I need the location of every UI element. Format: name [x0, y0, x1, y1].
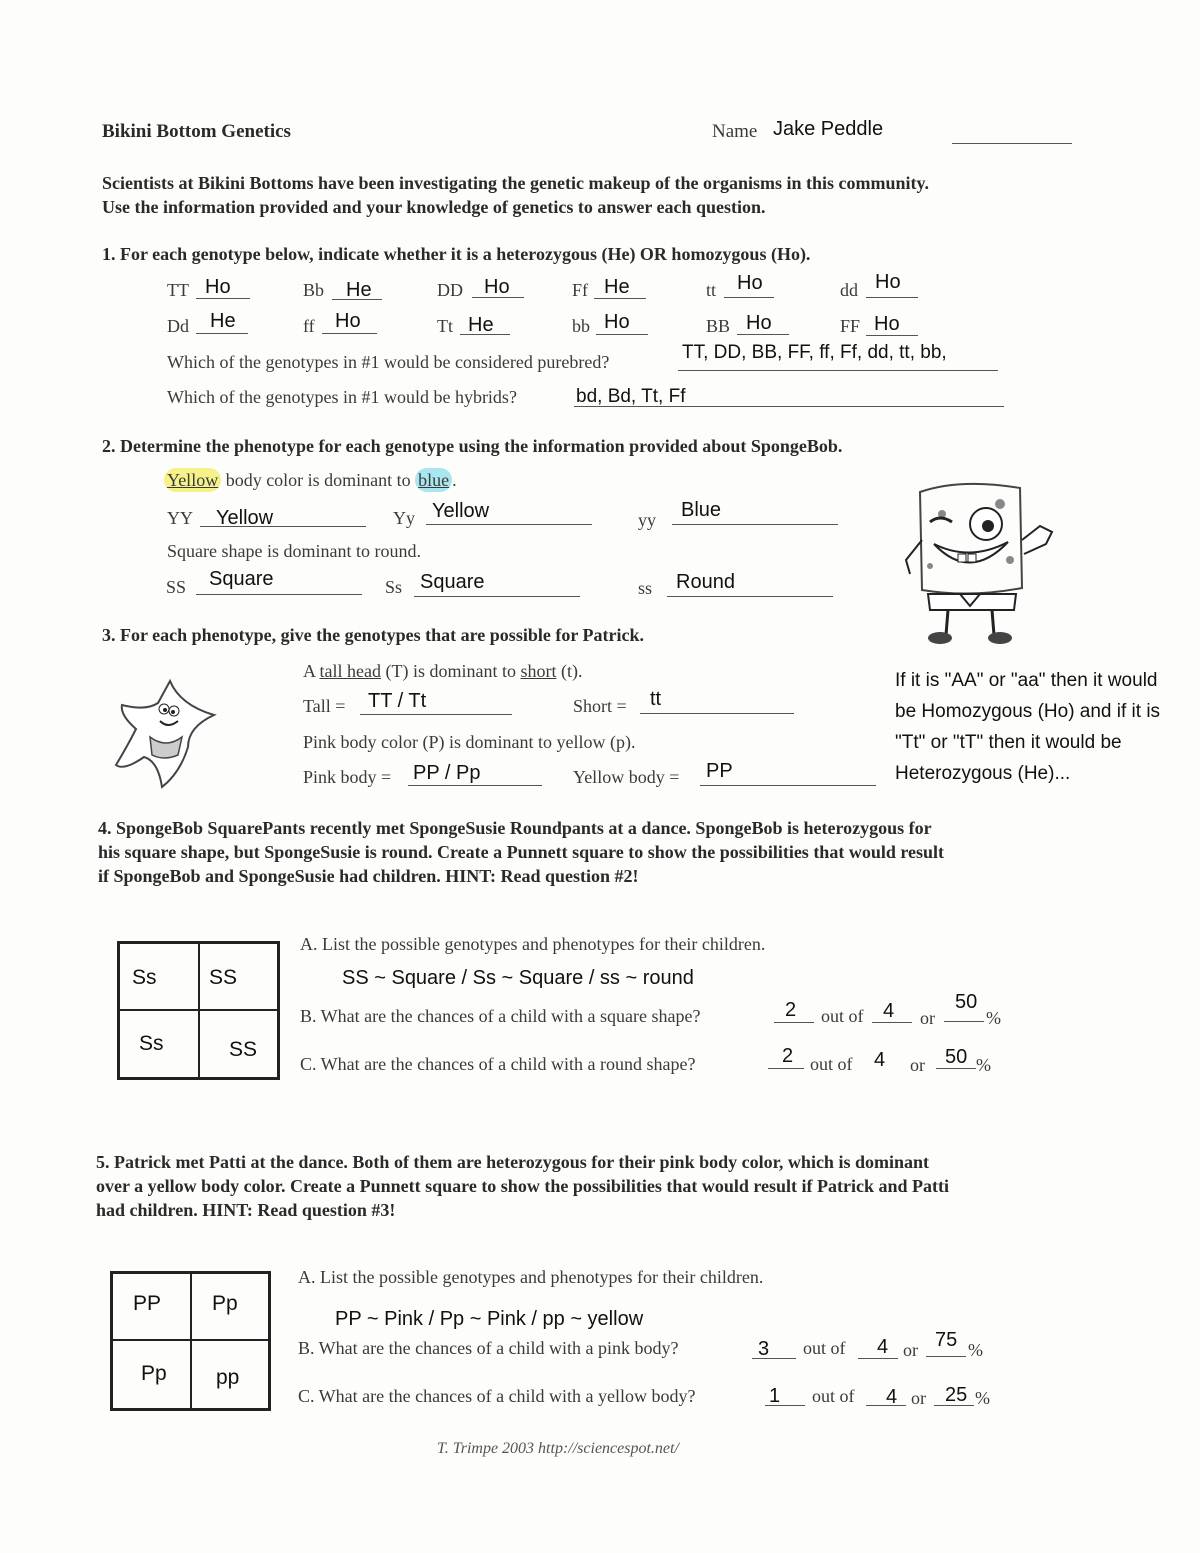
- q2-genotype: YY: [167, 508, 193, 528]
- blank: [866, 335, 918, 336]
- punnett-cell[interactable]: Ss: [139, 1032, 164, 1055]
- blank: [426, 524, 592, 525]
- q2-genotype: ss: [638, 578, 653, 598]
- q1-genotype: Dd: [167, 316, 189, 336]
- q5-part-a: A. List the possible genotypes and phenotypes for their children.: [298, 1267, 764, 1287]
- blank: [866, 1405, 906, 1406]
- name-underline: [952, 143, 1072, 144]
- grid-line: [198, 944, 200, 1077]
- out-of-label: out of: [803, 1338, 846, 1358]
- q1-genotype: ff: [303, 316, 315, 336]
- q1-genotype: FF: [840, 316, 861, 336]
- intro-line-1: Scientists at Bikini Bottoms have been investigating the genetic makeup of the organisms in this community.: [102, 173, 930, 193]
- q4-c-numerator[interactable]: 2: [782, 1045, 794, 1067]
- note-line: Heterozygous (He)...: [895, 763, 1071, 784]
- blank: [196, 594, 362, 595]
- q2-genotype: yy: [638, 510, 656, 530]
- blank: [765, 1405, 805, 1406]
- blank: [360, 714, 512, 715]
- blank: [322, 333, 377, 334]
- blank: [672, 524, 838, 525]
- q5-b-denominator[interactable]: 4: [877, 1336, 889, 1358]
- q5-heading-line: 5. Patrick met Patti at the dance. Both of them are heterozygous for their pink body color, which is dominant: [96, 1152, 929, 1172]
- q4-c-denominator[interactable]: 4: [874, 1049, 886, 1071]
- blank: [944, 1021, 984, 1022]
- q1-answer[interactable]: Ho: [874, 313, 900, 335]
- rule-text: A: [303, 661, 320, 681]
- tall-answer[interactable]: TT / Tt: [368, 690, 427, 712]
- q2-genotype: Yy: [393, 508, 415, 528]
- blank: [472, 297, 524, 298]
- blank: [460, 334, 510, 335]
- percent-sign: %: [968, 1340, 983, 1360]
- short-label: Short =: [573, 696, 627, 716]
- out-of-label: out of: [810, 1054, 853, 1074]
- blank: [768, 1068, 804, 1069]
- q2-answer[interactable]: Square: [420, 571, 485, 593]
- q1-answer[interactable]: Ho: [484, 276, 510, 298]
- rule-text: (T) is dominant to: [381, 661, 521, 681]
- blank: [752, 1358, 796, 1359]
- yellow-highlight: Yellow: [164, 468, 221, 492]
- punnett-cell[interactable]: SS: [229, 1038, 258, 1061]
- out-of-label: out of: [812, 1386, 855, 1406]
- q2-rule-shape: Square shape is dominant to round.: [167, 541, 421, 561]
- name-label: Name: [712, 121, 758, 142]
- q4-heading: [98, 816, 944, 888]
- q2-answer[interactable]: Blue: [681, 499, 722, 521]
- percent-sign: %: [986, 1008, 1001, 1028]
- blank: [408, 785, 542, 786]
- q1-genotype: bb: [572, 316, 590, 336]
- or-label: or: [910, 1055, 925, 1075]
- q1-answer[interactable]: Ho: [335, 310, 361, 332]
- spongebob-illustration: [900, 470, 1070, 650]
- q5-heading: [96, 1150, 949, 1222]
- rule-text: (t).: [556, 661, 583, 681]
- q1-genotype: Ff: [572, 280, 589, 300]
- q2-answer[interactable]: Yellow: [432, 500, 490, 522]
- q4-c-percent[interactable]: 50: [945, 1046, 968, 1068]
- blank: [700, 785, 876, 786]
- yellow-body-label: Yellow body =: [573, 767, 680, 787]
- punnett-cell[interactable]: Pp: [141, 1362, 167, 1385]
- q4-part-a-answer[interactable]: SS ~ Square / Ss ~ Square / ss ~ round: [342, 967, 694, 989]
- blank: [596, 334, 648, 335]
- q1-answer[interactable]: Ho: [746, 312, 772, 334]
- grid-line: [190, 1274, 192, 1408]
- q1-genotype: DD: [437, 280, 463, 300]
- q1-answer[interactable]: He: [346, 279, 372, 301]
- blank: [936, 1068, 976, 1069]
- blank: [667, 596, 833, 597]
- or-label: or: [920, 1008, 935, 1028]
- q1-genotype: Tt: [437, 316, 453, 336]
- blank: [872, 1022, 912, 1023]
- q4-b-denominator[interactable]: 4: [883, 1000, 895, 1022]
- rule-text: body color is dominant to: [221, 470, 416, 490]
- q5-punnett-square: [110, 1271, 271, 1411]
- blank: [866, 297, 918, 298]
- q2-answer[interactable]: Yellow: [216, 507, 274, 529]
- q4-punnett-square: [117, 941, 280, 1080]
- blank: [678, 370, 998, 371]
- blank: [332, 299, 382, 300]
- footer-credit: T. Trimpe 2003 http://sciencespot.net/: [437, 1440, 679, 1457]
- short-answer[interactable]: tt: [650, 688, 662, 710]
- q5-part-b: B. What are the chances of a child with a pink body?: [298, 1338, 679, 1358]
- q5-b-percent[interactable]: 75: [935, 1329, 958, 1351]
- q2-genotype: SS: [166, 577, 187, 597]
- tall-head-term: tall head: [319, 661, 381, 681]
- pink-answer[interactable]: PP / Pp: [413, 762, 481, 784]
- q1-answer[interactable]: Ho: [737, 272, 763, 294]
- patrick-illustration: [110, 675, 225, 795]
- handwritten-note: [895, 665, 1160, 789]
- page-title: Bikini Bottom Genetics: [102, 121, 291, 142]
- q5-c-numerator[interactable]: 1: [769, 1385, 781, 1407]
- blank: [414, 596, 580, 597]
- punnett-cell[interactable]: Pp: [212, 1292, 238, 1315]
- hybrid-question: Which of the genotypes in #1 would be hybrids?: [167, 387, 517, 407]
- q2-answer[interactable]: Square: [209, 568, 274, 590]
- blank: [196, 298, 250, 299]
- blank: [737, 334, 789, 335]
- or-label: or: [903, 1340, 918, 1360]
- q5-heading-line: over a yellow body color. Create a Punnett square to show the possibilities that would result if Patrick and Patti: [96, 1176, 950, 1196]
- q2-answer[interactable]: Round: [676, 571, 735, 593]
- q1-genotype: BB: [706, 316, 731, 336]
- note-line: be Homozygous (Ho) and if it is: [895, 701, 1161, 722]
- q3-rule-color: Pink body color (P) is dominant to yellow (p).: [303, 732, 636, 752]
- q2-genotype: Ss: [385, 577, 403, 597]
- q5-part-c: C. What are the chances of a child with a yellow body?: [298, 1386, 696, 1406]
- q4-part-c: C. What are the chances of a child with a round shape?: [300, 1054, 696, 1074]
- blank: [196, 333, 248, 334]
- q5-c-percent[interactable]: 25: [945, 1384, 968, 1406]
- q4-heading-line: his square shape, but SpongeSusie is round. Create a Punnett square to show the possibilities that would result: [98, 842, 944, 862]
- blank: [574, 406, 1004, 407]
- blank: [640, 713, 794, 714]
- q1-heading: 1. For each genotype below, indicate whether it is a heterozygous (He) OR homozygous (Ho).: [102, 244, 811, 264]
- name-field[interactable]: Jake Peddle: [773, 118, 884, 140]
- percent-sign: %: [976, 1055, 991, 1075]
- q1-answer[interactable]: Ho: [875, 271, 901, 293]
- q1-answer[interactable]: Ho: [604, 311, 630, 333]
- q5-b-numerator[interactable]: 3: [758, 1338, 770, 1360]
- yellow-body-answer[interactable]: PP: [706, 760, 733, 782]
- q4-heading-line: 4. SpongeBob SquarePants recently met SpongeSusie Roundpants at a dance. SpongeBob is heterozygous for: [98, 818, 932, 838]
- rule-text: .: [452, 470, 457, 490]
- q4-part-b: B. What are the chances of a child with a square shape?: [300, 1006, 701, 1026]
- q3-heading: 3. For each phenotype, give the genotypes that are possible for Patrick.: [102, 625, 644, 645]
- q4-heading-line: if SpongeBob and SpongeSusie had children. HINT: Read question #2!: [98, 866, 639, 886]
- q2-rule-color: [164, 470, 457, 491]
- blank: [774, 1022, 814, 1023]
- q4-part-a: A. List the possible genotypes and phenotypes for their children.: [300, 934, 766, 954]
- punnett-cell[interactable]: PP: [133, 1292, 162, 1315]
- blank: [858, 1358, 898, 1359]
- intro-line-2: Use the information provided and your knowledge of genetics to answer each question.: [102, 197, 766, 217]
- q1-genotype: Bb: [303, 280, 325, 300]
- blank: [724, 297, 774, 298]
- q5-heading-line: had children. HINT: Read question #3!: [96, 1200, 396, 1220]
- punnett-cell[interactable]: Ss: [132, 966, 157, 989]
- blank: [594, 298, 646, 299]
- note-line: "Tt" or "tT" then it would be: [895, 732, 1122, 753]
- short-term: short: [520, 661, 557, 681]
- purebred-question: Which of the genotypes in #1 would be considered purebred?: [167, 352, 610, 372]
- q4-b-numerator[interactable]: 2: [785, 999, 797, 1021]
- pink-label: Pink body =: [303, 767, 392, 787]
- punnett-cell[interactable]: pp: [216, 1366, 240, 1389]
- q3-rule-height: [303, 661, 582, 682]
- blank: [200, 526, 366, 527]
- blank: [926, 1356, 966, 1357]
- q1-answer[interactable]: He: [468, 314, 494, 336]
- note-line: If it is "AA" or "aa" then it would: [895, 670, 1158, 691]
- percent-sign: %: [975, 1388, 990, 1408]
- blue-highlight: blue: [415, 468, 452, 492]
- q4-b-percent[interactable]: 50: [955, 991, 978, 1013]
- q1-answer[interactable]: He: [604, 276, 630, 298]
- q5-c-denominator[interactable]: 4: [886, 1386, 898, 1408]
- q2-heading: 2. Determine the phenotype for each genotype using the information provided about SpongeBob.: [102, 436, 843, 456]
- hybrid-answer[interactable]: bd, Bd, Tt, Ff: [576, 386, 686, 407]
- or-label: or: [911, 1388, 926, 1408]
- q1-genotype: tt: [706, 280, 717, 300]
- purebred-answer[interactable]: TT, DD, BB, FF, ff, Ff, dd, tt, bb,: [682, 342, 947, 363]
- q5-part-a-answer[interactable]: PP ~ Pink / Pp ~ Pink / pp ~ yellow: [335, 1308, 644, 1330]
- blank: [934, 1405, 974, 1406]
- tall-label: Tall =: [303, 696, 346, 716]
- q1-answer[interactable]: Ho: [205, 276, 231, 298]
- q1-genotype: dd: [840, 280, 858, 300]
- punnett-cell[interactable]: SS: [209, 966, 238, 989]
- q1-genotype: TT: [167, 280, 189, 300]
- q1-answer[interactable]: He: [210, 310, 236, 332]
- out-of-label: out of: [821, 1006, 864, 1026]
